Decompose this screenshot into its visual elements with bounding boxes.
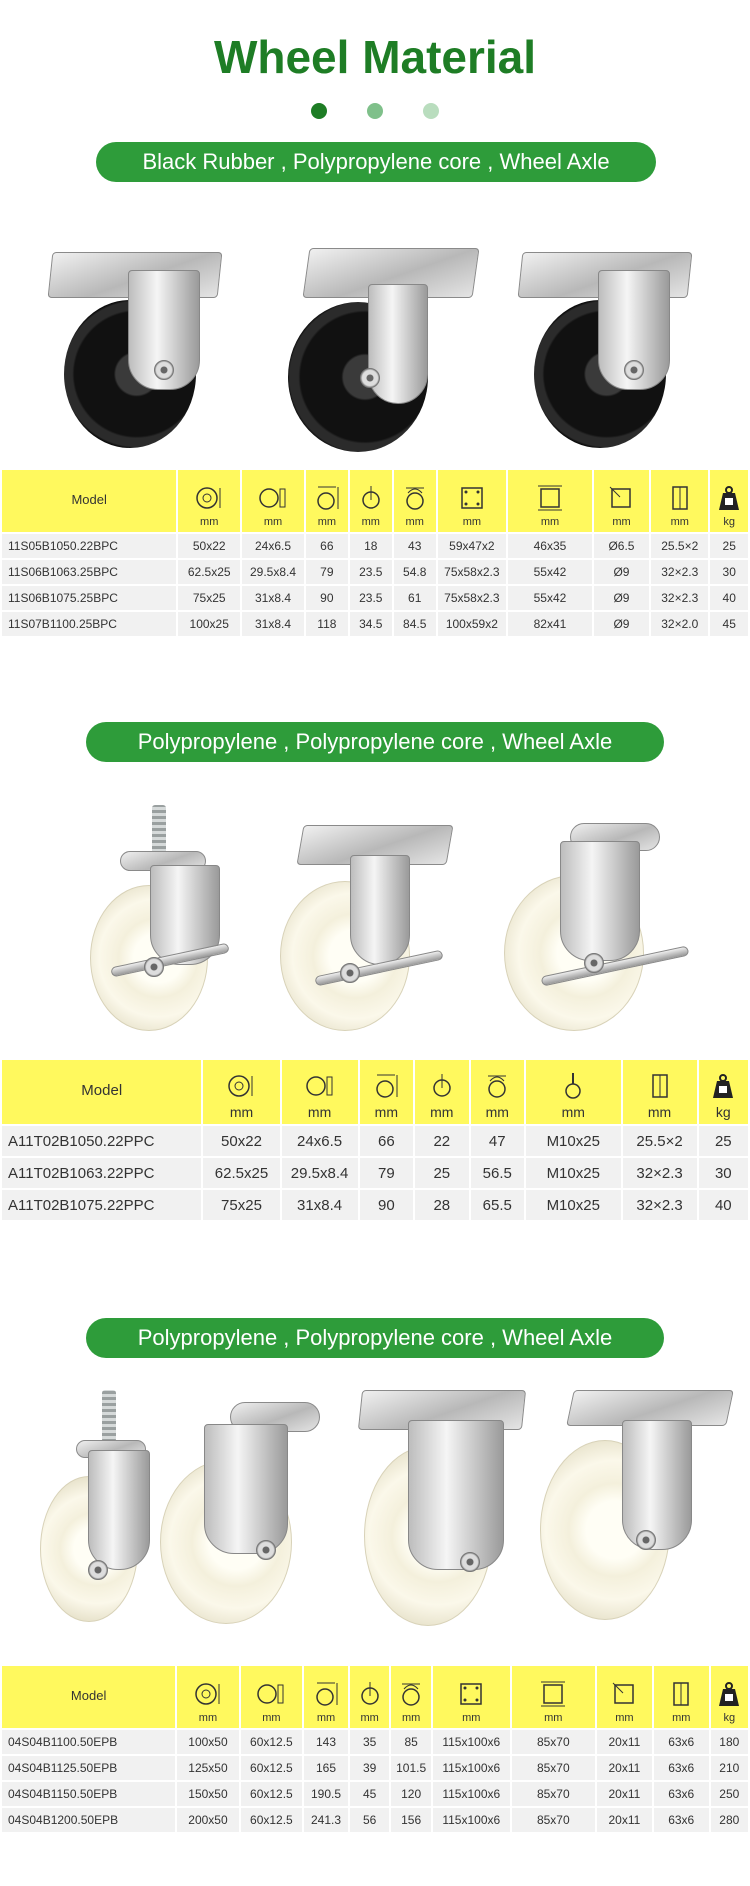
hole-spacing-icon (535, 483, 565, 513)
column-header: mm (623, 1060, 697, 1124)
wheel-side-icon (194, 483, 224, 513)
table-row: 04S04B1125.50EPB 125x50 60x12.5 165 39 101.5 115x100x6 85x70 20x11 63x6 210 (2, 1756, 748, 1780)
wheel-side-icon (226, 1071, 256, 1101)
table-row: A11T02B1050.22PPC 50x22 24x6.5 66 22 47 M10x25 25.5×2 25 (2, 1126, 748, 1156)
table-row: 11S06B1075.25BPC 75x25 31x8.4 90 23.5 61 75x58x2.3 55x42 Ø9 32×2.3 40 (2, 586, 748, 610)
wheel-width-icon (258, 483, 288, 513)
height-icon (371, 1071, 401, 1101)
load-weight-icon (714, 483, 744, 513)
carousel-dot[interactable] (311, 103, 327, 119)
swivel-caster-image (540, 1390, 740, 1630)
column-header: mm (350, 1666, 389, 1728)
column-header: mm (391, 1666, 430, 1728)
spec-table (0, 1664, 750, 1834)
product-images (0, 1390, 750, 1630)
column-header: mm (415, 1060, 468, 1124)
load-weight-icon (714, 1679, 744, 1709)
column-header: mm (177, 1666, 238, 1728)
wheel-side-icon (193, 1679, 223, 1709)
column-header: Model (2, 1060, 201, 1124)
rigid-caster-image (520, 240, 700, 450)
column-header: kg (710, 470, 748, 532)
table-row: A11T02B1075.22PPC 75x25 31x8.4 90 28 65.5 M10x25 32×2.3 40 (2, 1190, 748, 1220)
swivel-icon (482, 1071, 512, 1101)
table-row: 04S04B1100.50EPB 100x50 60x12.5 143 35 85 115x100x6 85x70 20x11 63x6 180 (2, 1730, 748, 1754)
carousel-dots (0, 103, 750, 119)
table-header-row (2, 1666, 748, 1728)
column-header: mm (438, 470, 506, 532)
column-header: mm (350, 470, 392, 532)
product-images (0, 805, 750, 1035)
offset-icon (427, 1071, 457, 1101)
column-header: mm (282, 1060, 358, 1124)
swivel-icon (400, 483, 430, 513)
table-header-row (2, 470, 748, 532)
spec-table (0, 1058, 750, 1222)
plate-size-icon (456, 1679, 486, 1709)
column-header: mm (306, 470, 348, 532)
column-header: mm (654, 1666, 709, 1728)
table-row: 11S06B1063.25BPC 62.5x25 29.5x8.4 79 23.5 54.8 75x58x2.3 55x42 Ø9 32×2.3 30 (2, 560, 748, 584)
threaded-stem-caster-image (40, 1390, 160, 1630)
column-header: mm (508, 470, 592, 532)
section-label: Polypropylene , Polypropylene core , Wheel Axle (86, 722, 664, 762)
hole-diameter-icon (606, 483, 636, 513)
bolt-hole-brake-caster-image (500, 805, 700, 1035)
column-header: mm (304, 1666, 348, 1728)
rigid-caster-image (360, 1390, 530, 1630)
column-header: mm (651, 470, 708, 532)
table-row: 04S04B1200.50EPB 200x50 60x12.5 241.3 56 156 115x100x6 85x70 20x11 63x6 280 (2, 1808, 748, 1832)
wheel-width-icon (305, 1071, 335, 1101)
table-row: A11T02B1063.22PPC 62.5x25 29.5x8.4 79 25 56.5 M10x25 32×2.3 30 (2, 1158, 748, 1188)
table-header-row (2, 1060, 748, 1124)
swivel-caster-image (280, 240, 480, 460)
column-header: Model (2, 470, 176, 532)
wheel-width-icon (256, 1679, 286, 1709)
spec-table (0, 468, 750, 638)
column-header: mm (360, 1060, 413, 1124)
carousel-dot[interactable] (367, 103, 383, 119)
offset-icon (356, 483, 386, 513)
hole-diameter-icon (609, 1679, 639, 1709)
column-header: mm (203, 1060, 279, 1124)
column-header: mm (471, 1060, 524, 1124)
section-label: Polypropylene , Polypropylene core , Wheel Axle (86, 1318, 664, 1358)
column-header: kg (699, 1060, 748, 1124)
carousel-dot[interactable] (423, 103, 439, 119)
height-icon (312, 483, 342, 513)
page-title: Wheel Material (213, 31, 537, 83)
column-header: mm (597, 1666, 652, 1728)
column-header: mm (242, 470, 304, 532)
threaded-stem-caster-image (80, 805, 230, 1035)
column-header: mm (433, 1666, 510, 1728)
column-header: mm (526, 1060, 621, 1124)
table-row: 11S05B1050.22BPC 50x22 24x6.5 66 18 43 59x47x2 46x35 Ø6.5 25.5×2 25 (2, 534, 748, 558)
column-header: mm (512, 1666, 595, 1728)
section-label: Black Rubber , Polypropylene core , Wheel Axle (96, 142, 656, 182)
stem-size-icon (665, 483, 695, 513)
swivel-brake-caster-image (280, 805, 460, 1035)
hole-spacing-icon (538, 1679, 568, 1709)
stem-size-icon (645, 1071, 675, 1101)
rigid-caster-image (50, 240, 230, 450)
plate-size-icon (457, 483, 487, 513)
table-row: 11S07B1100.25BPC 100x25 31x8.4 118 34.5 84.5 100x59x2 82x41 Ø9 32×2.0 45 (2, 612, 748, 636)
offset-icon (355, 1679, 385, 1709)
height-icon (311, 1679, 341, 1709)
swivel-icon (396, 1679, 426, 1709)
column-header: mm (241, 1666, 302, 1728)
stem-size-icon (666, 1679, 696, 1709)
bolt-hole-caster-image (160, 1390, 330, 1630)
product-images (0, 240, 750, 460)
column-header: mm (178, 470, 240, 532)
table-row: 04S04B1150.50EPB 150x50 60x12.5 190.5 45 120 115x100x6 85x70 20x11 63x6 250 (2, 1782, 748, 1806)
column-header: mm (594, 470, 649, 532)
load-weight-icon (708, 1071, 738, 1101)
column-header: mm (394, 470, 436, 532)
column-header: Model (2, 1666, 175, 1728)
column-header: kg (711, 1666, 748, 1728)
thread-stem-icon (558, 1071, 588, 1101)
